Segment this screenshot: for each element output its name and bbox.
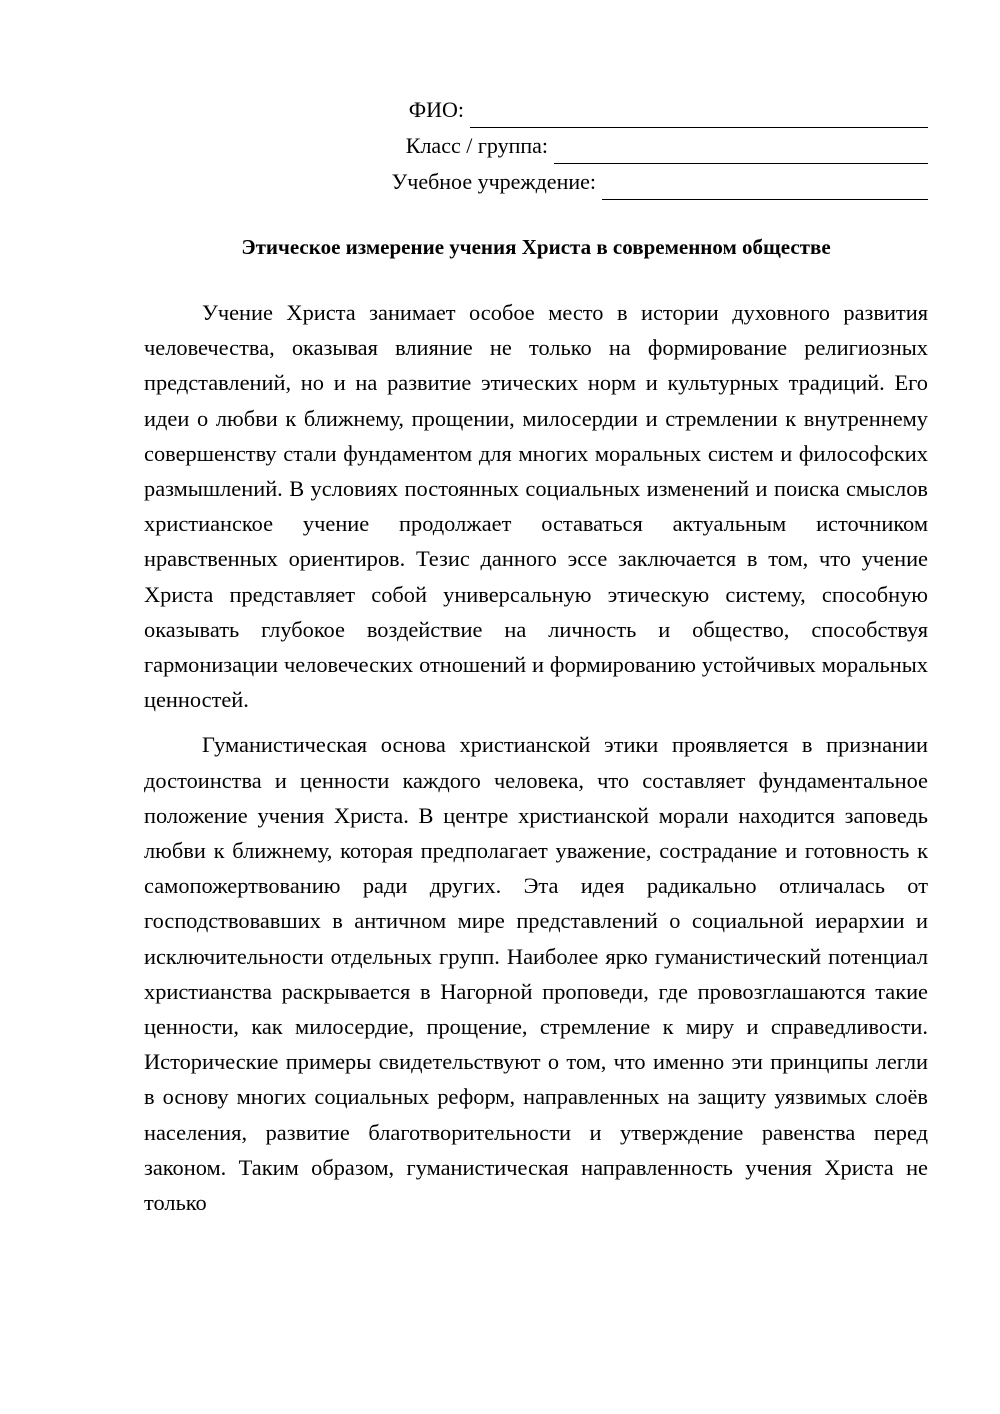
class-line xyxy=(300,128,928,164)
fio-blank xyxy=(470,101,928,128)
school-blank xyxy=(602,173,928,200)
class-blank xyxy=(554,137,928,164)
student-info-header xyxy=(300,92,928,200)
school-line xyxy=(300,164,928,200)
school-label: Учебное учреждение: xyxy=(391,169,596,194)
class-label: Класс / группа: xyxy=(405,133,548,158)
paragraph: Учение Христа занимает особое место в истории духовного развития человечества, оказывая влияние не только на формирование религиозных представлений, но и на развитие этических норм и культурных традиций. Его идеи о любви к ближнему, прощении, милосердии и стремлении к внутреннему совершенству стали фундаментом для многих моральных систем и философских размышлений. В условиях постоянных социальных изменений и поиска смыслов христианское учение продолжает оставаться актуальным источником нравственных ориентиров. Тезис данного эссе заключается в том, что учение Христа представляет собой универсальную этическую систему, способную оказывать глубокое воздействие на личность и общество, способствуя гармонизации человеческих отношений и формированию устойчивых моральных ценностей. xyxy=(144,300,928,713)
essay-title: Этическое измерение учения Христа в современном обществе xyxy=(241,235,831,259)
paragraph: Гуманистическая основа христианской этики проявляется в признании достоинства и ценности каждого человека, что составляет фундаментальное положение учения Христа. В центре христианской морали находится заповедь любви к ближнему, которая предполагает уважение, сострадание и готовность к самопожертвованию ради других. Эта идея радикально отличалась от господствовавших в античном мире представлений о социальной иерархии и исключительности отдельных групп. Наиболее ярко гуманистический потенциал христианства раскрывается в Нагорной проповеди, где провозглашаются такие ценности, как милосердие, прощение, стремление к миру и справедливости. Исторические примеры свидетельствуют о том, что именно эти принципы легли в основу многих социальных реформ, направленных на защиту уязвимых слоёв населения, развитие благотворительности и утверждение равенства перед законом. Таким образом, гуманистическая направленность учения Христа не только xyxy=(144,732,928,1216)
essay-body xyxy=(144,295,928,1230)
fio-line xyxy=(300,92,928,128)
fio-label: ФИО: xyxy=(408,97,464,122)
